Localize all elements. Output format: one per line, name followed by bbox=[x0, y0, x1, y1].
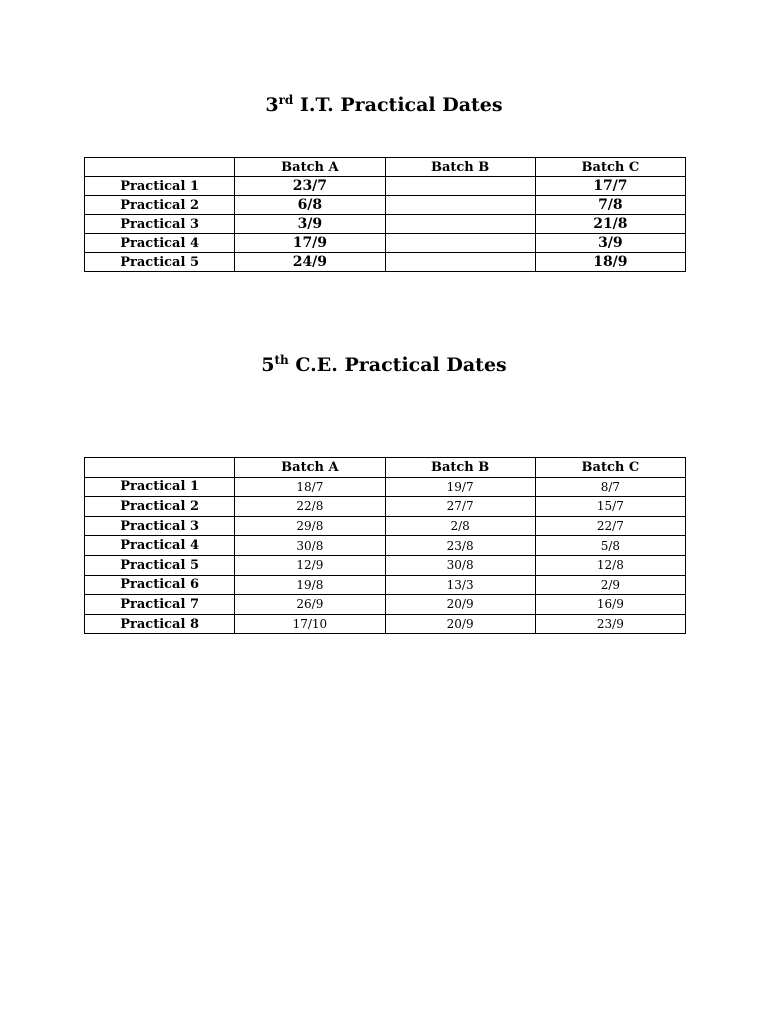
title-number: 3 bbox=[265, 94, 279, 116]
table-cell: 21/8 bbox=[535, 215, 685, 234]
table-cell: 30/8 bbox=[385, 555, 535, 575]
table-cell: 27/7 bbox=[385, 497, 535, 517]
table-row bbox=[85, 497, 686, 517]
row-label: Practical 3 bbox=[85, 516, 235, 536]
table-row bbox=[85, 196, 686, 215]
column-header: Batch C bbox=[535, 158, 685, 177]
table-cell: 26/9 bbox=[235, 595, 385, 615]
row-label: Practical 2 bbox=[85, 497, 235, 517]
column-header: Batch A bbox=[235, 458, 385, 478]
table-row bbox=[85, 575, 686, 595]
row-label: Practical 5 bbox=[85, 555, 235, 575]
column-header bbox=[85, 458, 235, 478]
table-cell: 30/8 bbox=[235, 536, 385, 556]
table-cell: 7/8 bbox=[535, 196, 685, 215]
ce-practical-dates-table bbox=[84, 457, 686, 634]
table-cell: 3/9 bbox=[535, 234, 685, 253]
table-cell: 12/9 bbox=[235, 555, 385, 575]
row-label: Practical 1 bbox=[85, 177, 235, 196]
row-label: Practical 8 bbox=[85, 614, 235, 634]
title-text: C.E. Practical Dates bbox=[288, 354, 507, 376]
table-cell bbox=[385, 234, 535, 253]
table-cell: 17/7 bbox=[535, 177, 685, 196]
table-cell: 20/9 bbox=[385, 595, 535, 615]
table-cell: 23/9 bbox=[535, 614, 685, 634]
table-cell: 8/7 bbox=[535, 477, 685, 497]
table-cell: 2/9 bbox=[535, 575, 685, 595]
table-cell: 19/8 bbox=[235, 575, 385, 595]
table-row bbox=[85, 516, 686, 536]
column-header bbox=[85, 158, 235, 177]
table-cell: 5/8 bbox=[535, 536, 685, 556]
table-row bbox=[85, 536, 686, 556]
table-cell bbox=[385, 215, 535, 234]
row-label: Practical 4 bbox=[85, 536, 235, 556]
table-cell: 2/8 bbox=[385, 516, 535, 536]
table-header-row bbox=[85, 158, 686, 177]
column-header: Batch A bbox=[235, 158, 385, 177]
table-row bbox=[85, 234, 686, 253]
row-label: Practical 2 bbox=[85, 196, 235, 215]
table-cell: 22/7 bbox=[535, 516, 685, 536]
table-cell: 6/8 bbox=[235, 196, 385, 215]
it-practical-dates-table bbox=[84, 157, 686, 272]
title-text: I.T. Practical Dates bbox=[293, 94, 503, 116]
table-row bbox=[85, 555, 686, 575]
table-row bbox=[85, 595, 686, 615]
table-cell: 17/10 bbox=[235, 614, 385, 634]
column-header: Batch B bbox=[385, 458, 535, 478]
table-cell: 18/7 bbox=[235, 477, 385, 497]
title-number: 5 bbox=[261, 354, 275, 376]
table-cell: 17/9 bbox=[235, 234, 385, 253]
table-row bbox=[85, 614, 686, 634]
table-header-row bbox=[85, 458, 686, 478]
table-cell: 23/7 bbox=[235, 177, 385, 196]
table-row bbox=[85, 177, 686, 196]
title-ordinal-suffix: rd bbox=[278, 93, 294, 107]
table-cell: 16/9 bbox=[535, 595, 685, 615]
column-header: Batch C bbox=[535, 458, 685, 478]
table-cell: 22/8 bbox=[235, 497, 385, 517]
table-cell bbox=[385, 177, 535, 196]
section-1-title bbox=[0, 93, 768, 117]
row-label: Practical 4 bbox=[85, 234, 235, 253]
table-cell: 29/8 bbox=[235, 516, 385, 536]
table-cell: 12/8 bbox=[535, 555, 685, 575]
table-cell: 19/7 bbox=[385, 477, 535, 497]
row-label: Practical 6 bbox=[85, 575, 235, 595]
table-cell: 13/3 bbox=[385, 575, 535, 595]
row-label: Practical 3 bbox=[85, 215, 235, 234]
table-cell: 23/8 bbox=[385, 536, 535, 556]
table-row bbox=[85, 477, 686, 497]
section-2-title bbox=[0, 353, 768, 377]
table-cell bbox=[385, 196, 535, 215]
table-row bbox=[85, 253, 686, 272]
row-label: Practical 1 bbox=[85, 477, 235, 497]
title-ordinal-suffix: th bbox=[274, 353, 289, 367]
row-label: Practical 7 bbox=[85, 595, 235, 615]
table-cell: 18/9 bbox=[535, 253, 685, 272]
table-cell: 20/9 bbox=[385, 614, 535, 634]
table-cell: 3/9 bbox=[235, 215, 385, 234]
row-label: Practical 5 bbox=[85, 253, 235, 272]
table-cell: 24/9 bbox=[235, 253, 385, 272]
table-row bbox=[85, 215, 686, 234]
table-cell bbox=[385, 253, 535, 272]
column-header: Batch B bbox=[385, 158, 535, 177]
table-cell: 15/7 bbox=[535, 497, 685, 517]
